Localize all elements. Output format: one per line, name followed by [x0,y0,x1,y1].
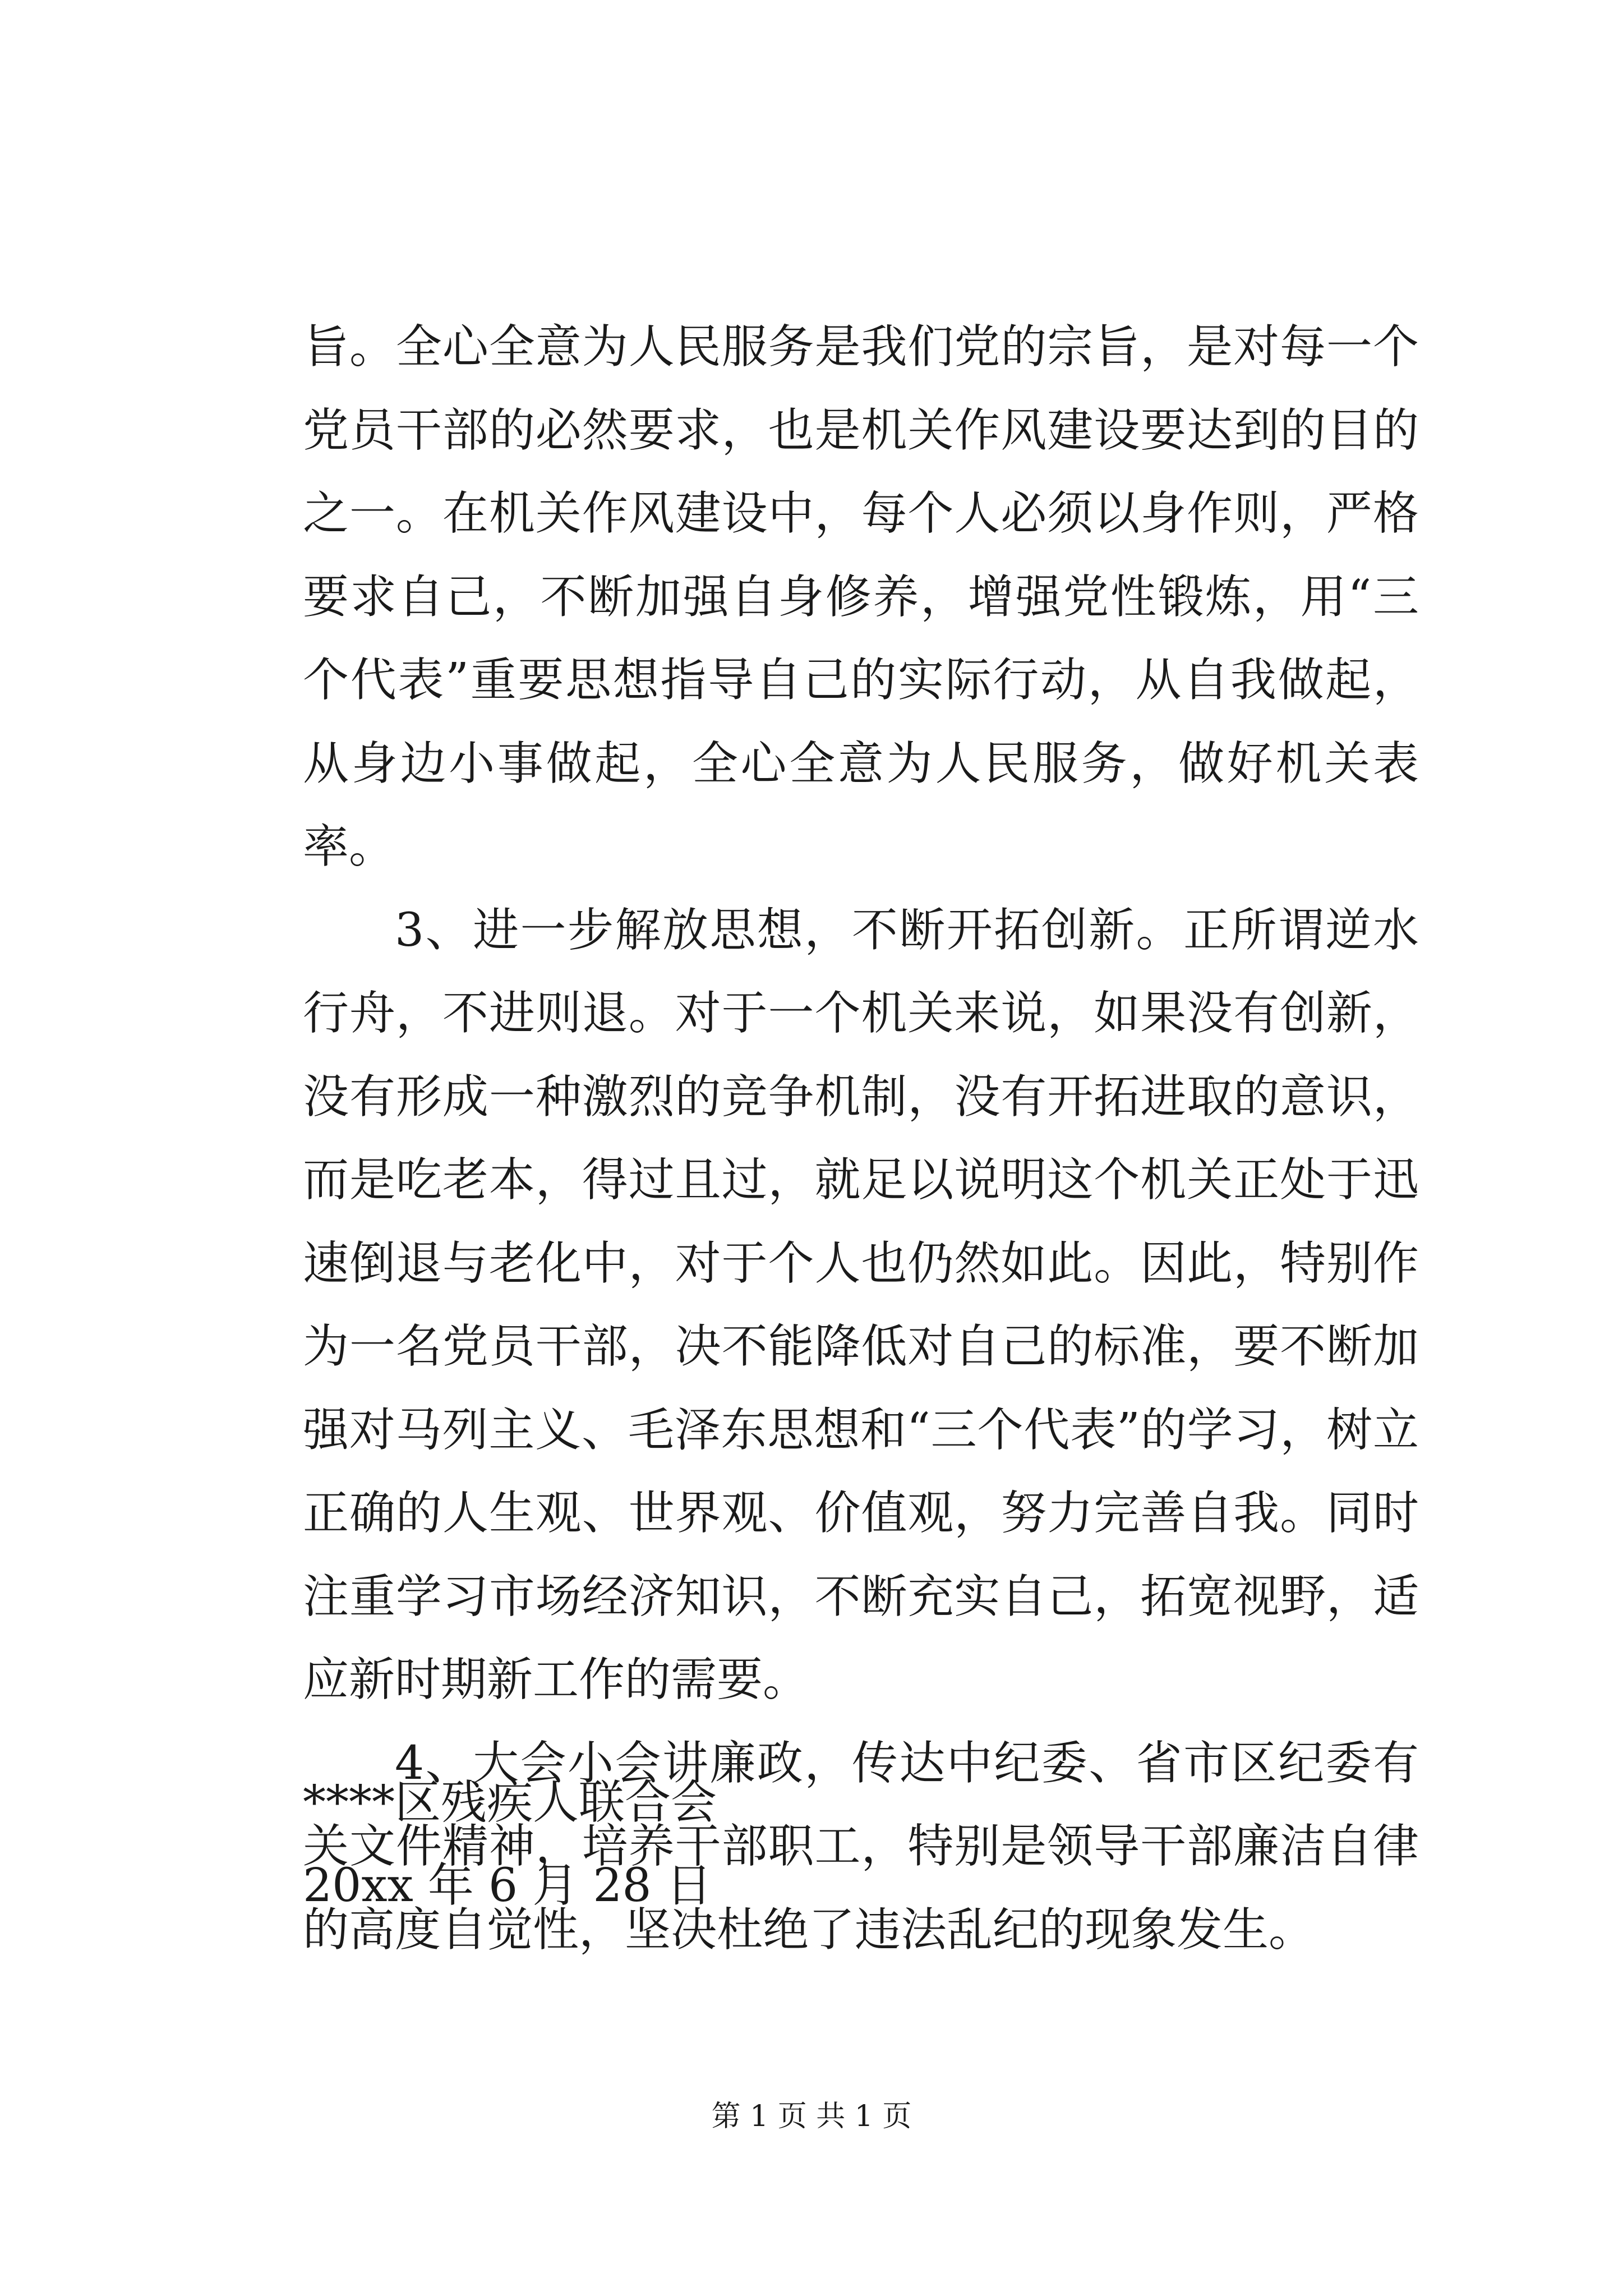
signature-organization: ****区残疾人联合会 [303,1776,717,1829]
signature-date: 20xx 年 6 月 28 日 [303,1859,712,1912]
paragraph-item-4: 4、大会小会讲廉政，传达中纪委、省市区纪委有关文件精神，培养干部职工，特别是领导干部廉洁自律的高度自觉性，坚决杜绝了违法乱纪的现象发生。 [303,1736,1419,1957]
page-footer: 第 1 页 共 1 页 [711,2100,912,2133]
paragraph-item-3: 3、进一步解放思想，不断开拓创新。正所谓逆水行舟，不进则退。对于一个机关来说，如果没有创新，没有形成一种激烈的竞争机制，没有开拓进取的意识，而是吃老本，得过且过，就足以说明这个机关正处于迅速倒退与老化中，对于个人也仍然如此。因此，特别作为一名党员干部，决不能降低对自己的标准，要不断加强对马列主义、毛泽东思想和“三个代表”的学习，树立正确的人生观、世界观、价值观，努力完善自我。同时注重学习市场经济知识，不断充实自己，拓宽视野，适应新时期新工作的需要。 [303,903,1419,1706]
paragraph-continuation: 旨。全心全意为人民服务是我们党的宗旨，是对每一个党员干部的必然要求，也是机关作风建设要达到的目的之一。在机关作风建设中，每个人必须以身作则，严格要求自己，不断加强自身修养，增强党性锻炼，用“三个代表”重要思想指导自己的实际行动，从自我做起，从身边小事做起，全心全意为人民服务，做好机关表率。 [303,320,1419,873]
document-body [303,306,1419,1972]
